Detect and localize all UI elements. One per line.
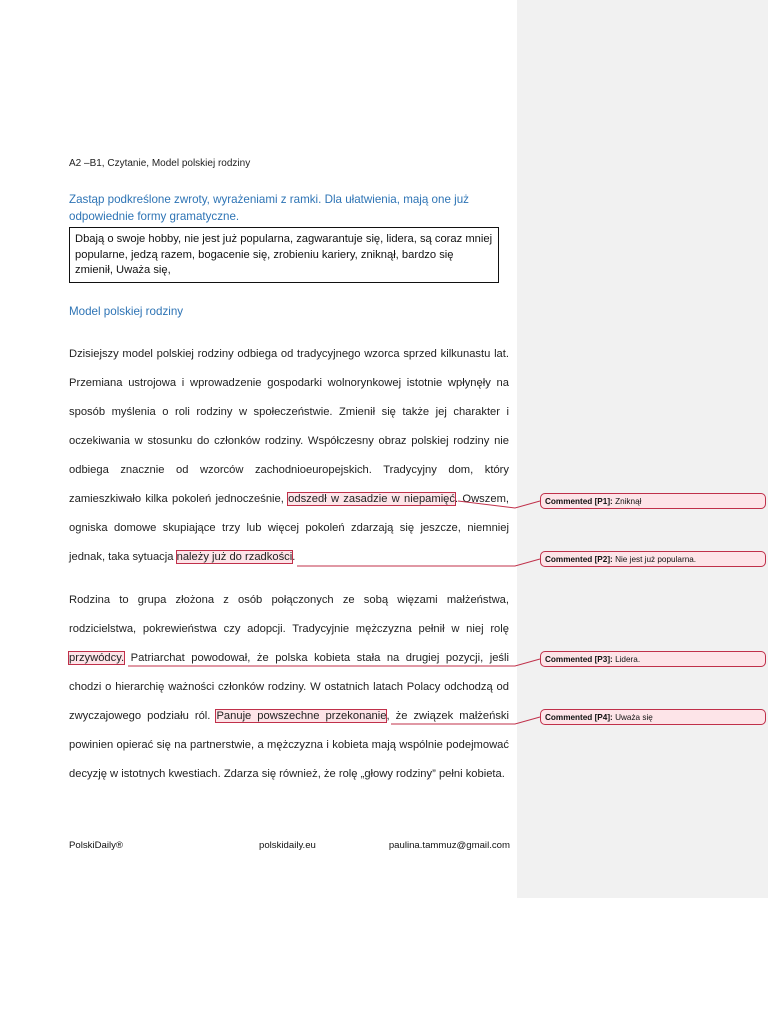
paragraph-text: Patriarchat powodował, że polska kobieta stała na drugiej pozycji, jeśli chodzi o hierarchię ważności członków rodziny. W ostatnich latach Polacy odchodzą od zwyczajowego podziału ról. [69,652,509,722]
article-paragraph-2 [69,586,509,789]
commented-phrase-p1[interactable]: odszedł w zasadzie w niepamięć [288,493,456,505]
paragraph-text: . Owszem, ogniska domowe skupiające trzy lub więcej pokoleń zdarzają się jeszcze, niemniej jednak, taka sytuacja [69,493,509,563]
paragraph-text: . [292,551,296,563]
comment-p2[interactable] [540,551,766,567]
commented-phrase-p4[interactable]: Panuje powszechne przekonanie [216,710,387,722]
comment-p3[interactable] [540,651,766,667]
commented-phrase-p3[interactable]: przywódcy. [69,652,125,664]
paragraph-text: Dzisiejszy model polskiej rodziny odbiega od tradycyjnego wzorca sprzed kilkunastu lat. Przemiana ustrojowa i wprowadzenie gospodarki wolnorynkowej istotnie wpłynęły na sposób myślenia o roli rodziny w społeczeństwie. Zmienił się także jej charakter i oczekiwania w stosunku do członków rodziny. Współczesny obraz polskiej rodziny nie odbiega znacznie od wzorców zachodnioeuropejskich. Tradycyjny dom, który zamieszkiwało kilka pokoleń jednocześnie, [69,348,509,505]
comment-tag: Commented [P3]: [545,655,613,664]
word-box: Dbają o swoje hobby, nie jest już popularna, zagwarantuje się, lidera, są coraz mniej popularne, jedzą razem, bogacenie się, zrobieniu kariery, zniknął, bardzo się zmienił, Uważa się, [69,227,499,283]
comments-margin-pane [517,0,768,898]
paragraph-text: , że związek małżeński powinien opierać się na partnerstwie, a mężczyzna i kobieta mają wspólnie podejmować decyzję w istotnych kwestiach. Zdarza się również, że rolę „głowy rodziny” pełni kobieta. [69,710,510,780]
document-header: A2 –B1, Czytanie, Model polskiej rodziny [69,158,251,169]
paragraph-text: Rodzina to grupa złożona z osób połączonych ze sobą więzami małżeństwa, rodzicielstwa, pokrewieństwa czy adopcji. Tradycyjnie mężczyzna pełnił w niej rolę [69,594,509,635]
comment-text: Lidera. [615,655,641,664]
comment-tag: Commented [P4]: [545,713,613,722]
comment-tag: Commented [P2]: [545,555,613,564]
article-paragraph-1 [69,340,509,572]
footer-website[interactable]: polskidaily.eu [259,840,316,851]
comment-p4[interactable] [540,709,766,725]
comment-text: Nie jest już popularna. [615,555,697,564]
footer-email[interactable]: paulina.tammuz@gmail.com [388,840,510,851]
task-instruction: Zastąp podkreślone zwroty, wyrażeniami z ramki. Dla ułatwienia, mają one już odpowiednie formy gramatyczne. [69,193,469,223]
article-title: Model polskiej rodziny [69,305,184,318]
comment-text: Zniknął [615,497,642,506]
commented-phrase-p2[interactable]: należy już do rzadkości [176,551,293,563]
comment-tag: Commented [P1]: [545,497,613,506]
footer-brand: PolskiDaily® [69,840,123,851]
comment-p1[interactable] [540,493,766,509]
comment-text: Uważa się [615,713,653,722]
